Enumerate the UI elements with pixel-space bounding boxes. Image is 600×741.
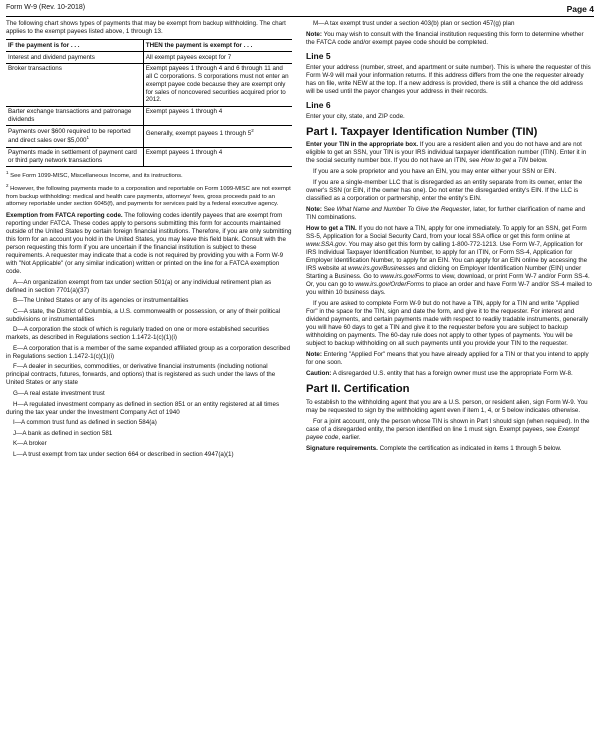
caution-body: A disregarded U.S. entity that has a foreign owner must use the appropriate Form W-8.	[332, 370, 573, 378]
table-row	[6, 106, 292, 126]
list-item: B—The United States or any of its agencies or instrumentalities	[13, 297, 189, 305]
tin-text: If you are a resident alien and you do not have and are not eligible to get an SSN, your TIN is your IRS individual taxpayer identification number (ITIN). Enter it in the social security number box. If you do not have an ITIN, see	[306, 141, 587, 165]
footnote-text: However, the following payments made to a corporation and reportable on Form 1099-MISC are not exempt from backup withholding: medical and health care payments, attorneys' fees, gross proceeds paid to an attorney reportable under section 6045(f), and payments for services paid by a federal executive agency.	[6, 186, 291, 208]
how-to-get-tin-ref: How to get a TIN	[481, 157, 529, 165]
certification-text: To establish to the withholding agent that you are a U.S. person, or resident alien, sign Form W-9. You may be requested to sign by the withholding agent even if item 1, 4, or 5 below indicates otherwise.	[306, 398, 588, 414]
joint-account-text	[306, 418, 592, 442]
table-cell: Barter exchange transactions and patronage dividends	[6, 106, 143, 126]
footnote-number: 1	[6, 170, 9, 176]
note-fatca	[306, 31, 592, 47]
list-item: C—A state, the District of Columbia, a U.S. commonwealth or possession, or any of their political subdivisions or instrumentalities	[6, 307, 281, 323]
note-label: Note:	[306, 31, 322, 38]
fatca-body: The following codes identify payees that are exempt from reporting under FATCA. These codes apply to persons submitting this form for accounts maintained outside of the United States by certain foreign financial institutions. Therefore, if you are only submitting this form for an account you hold in the United States, you may leave this field blank. Consult with the person requesting this form if you are uncertain if the financial institution is subject to these requirements. A requester may indicate that a code is not required by providing you with a Form W-9 with "Not Applicable" (or any similar indication) written or printed on the line for a FATCA exemption code.	[6, 211, 292, 275]
fatca-heading: Exemption from FATCA reporting code.	[6, 211, 123, 219]
table-cell: Exempt payees 1 through 4	[143, 106, 292, 126]
table-row	[6, 52, 292, 64]
footnote-ref: 2	[251, 127, 254, 133]
llc-text: If you are a single-member LLC that is disregarded as an entity separate from its owner, enter the owner's SSN (or EIN, if the owner has one). Do not enter the disregarded entity's EIN. If the LLC is classified as a corporation or partnership, enter the entity's EIN.	[306, 179, 583, 203]
tin-paragraph	[306, 141, 592, 165]
table-row	[6, 147, 292, 167]
footnote-ref: 1	[86, 135, 90, 141]
howto-text: and clicking on Employer Identification Number (EIN) under Starting a Business. Go to	[306, 265, 582, 281]
howto-text: to view, download, or print Form W-7 and/or Form SS-4. Or, you can go to	[306, 273, 590, 289]
footnote-number: 2	[6, 183, 9, 189]
form-label: Form W-9 (Rev. 10-2018)	[6, 4, 86, 11]
cell-text: Generally, exempt payees 1 through 5	[145, 129, 252, 137]
list-item: K—A broker	[13, 440, 47, 448]
note-text: You may wish to consult with the financial institution requesting this form to determine whether the FATCA code and/or exempt payee code should be completed.	[306, 31, 584, 46]
list-item: H—A regulated investment company as defined in section 851 or an entity registered at all times during the tax year under the Investment Company Act of 1940	[6, 400, 280, 416]
list-item: E—A corporation that is a member of the same expanded affiliated group as a corporation described in Regulations section 1.1472-1(c)(1)(i)	[6, 344, 291, 360]
irs-businesses-link: www.irs.gov/Businesses	[348, 265, 416, 273]
table-cell: Exempt payees 1 through 4 and 6 through 11 and all C corporations. S corporations must not enter an exempt payee code because they are exempt only for sales of noncovered securities acquired prior to 2012.	[143, 63, 292, 106]
note-text: Entering "Applied For" means that you have already applied for a TIN or that you intend to apply for one soon.	[306, 351, 589, 367]
footnote-text: See Form 1099-MISC, Miscellaneous Income, and its instructions.	[10, 173, 183, 180]
cell-text: Payments over $600 required to be reported and direct sales over $5,000	[8, 127, 131, 145]
howto-heading: How to get a TIN.	[306, 225, 357, 233]
table-cell: Payments made in settlement of payment card or third party network transactions	[6, 147, 143, 167]
joint-text-end: , earlier.	[338, 433, 361, 441]
line6-text: Enter your city, state, and ZIP code.	[306, 112, 405, 120]
list-item: G—A real estate investment trust	[13, 390, 105, 398]
ssa-link: www.SSA.gov	[306, 241, 346, 249]
name-number-ref: What Name and Number To Give the Requester	[336, 206, 470, 214]
sole-proprietor-text: If you are a sole proprietor and you have an EIN, you may enter either your SSN or EIN.	[313, 168, 557, 176]
howto-text: to place an order and have Form W-7 and/or SS-4 mailed to you within 10 business days.	[306, 281, 592, 297]
part1-heading: Part I. Taxpayer Identification Number (TIN)	[306, 125, 538, 138]
tin-text-end: below.	[529, 157, 548, 165]
list-item: I—A common trust fund as defined in section 584(a)	[13, 419, 157, 427]
fatca-code-list	[6, 279, 292, 460]
exempt-payee-code-ref: Exempt payee code	[306, 425, 579, 441]
howto-text: If you do not have a TIN, apply for one immediately. To apply for an SSN, get Form SS-5, Application for a Social Security Card, from your local SSA office or get this form online at	[306, 225, 587, 241]
fatca-paragraph	[6, 212, 292, 276]
table-cell: Broker transactions	[6, 63, 143, 106]
list-item: F—A dealer in securities, commodities, or derivative financial instruments (including notional principal contracts, futures, forwards, and options) that is registered as such under the laws of the United States or any state	[6, 363, 276, 387]
footnote-1	[6, 170, 292, 180]
table-row	[6, 126, 292, 148]
code-m: M—A tax exempt trust under a section 403(b) plan or section 457(g) plan	[313, 20, 515, 27]
table-header-exempt: THEN the payment is exempt for . . .	[143, 40, 292, 52]
irs-orderforms-link: www.irs.gov/OrderForms	[355, 281, 425, 289]
page-header	[6, 4, 594, 17]
right-column	[306, 20, 592, 462]
note-label: Note:	[306, 351, 322, 359]
applied-for-text: If you are asked to complete Form W-9 but do not have a TIN, apply for a TIN and write "Applied For" in the space for the TIN, sign and date the form, and give it to the requester. For interest and dividend payments, and certain payments made with respect to readily tradable instruments, generally you will have 60 days to get a TIN and give it to the requester before you are subject to backup withholding on payments. The 60-day rule does not apply to other types of payments. You will be subject to backup withholding on all such payments until you provide your TIN to the requester.	[306, 300, 589, 348]
note-text: See	[323, 206, 335, 214]
list-item: D—A corporation the stock of which is regularly traded on one or more established securities markets, as described in Regulations section 1.1472-1(c)(1)(i)	[6, 326, 270, 342]
line6-heading: Line 6	[306, 99, 331, 110]
table-cell: Exempt payees 1 through 4	[143, 147, 292, 167]
footnote-2	[6, 183, 292, 208]
how-to-get-tin	[306, 225, 592, 297]
signature-requirements	[306, 445, 592, 453]
tin-heading: Enter your TIN in the appropriate box.	[306, 141, 419, 149]
sig-text: Complete the certification as indicated in items 1 through 5 below.	[379, 444, 562, 452]
note-label: Note:	[306, 206, 322, 214]
page-number: Page 4	[566, 4, 594, 14]
table-header-payment: IF the payment is for . . .	[6, 40, 143, 52]
list-item: L—A trust exempt from tax under section 664 or described in section 4947(a)(1)	[13, 451, 234, 459]
sig-heading: Signature requirements.	[306, 444, 378, 452]
caution-text	[306, 370, 592, 378]
table-cell	[143, 126, 292, 148]
irs-forms-link: www.irs.gov/Forms	[380, 273, 434, 281]
table-cell: All exempt payees except for 7	[143, 52, 292, 64]
line5-text: Enter your address (number, street, and apartment or suite number). This is where the requester of this Form W-9 will mail your information returns. If this address differs from the one the requester already has on file, write NEW at the top. If a new address is provided, there is still a chance the old address will be used until the payor changes your address in their records.	[306, 63, 591, 95]
note-text: , later, for further clarification of name and TIN combinations.	[306, 206, 586, 222]
chart-intro: The following chart shows types of payments that may be exempt from backup withholding. The chart applies to the exempt payees listed above, 1 through 13.	[6, 20, 286, 35]
left-column	[6, 20, 292, 462]
exempt-payments-table	[6, 39, 292, 167]
note-applied-for	[306, 351, 592, 367]
list-item: J—A bank as defined in section 581	[13, 429, 113, 437]
note-name-number	[306, 206, 592, 222]
joint-text: For a joint account, only the person whose TIN is shown in Part I should sign (when required). In the case of a disregarded entity, the person identified on line 1 must sign. Exempt payees, see	[306, 417, 590, 433]
list-item: A—An organization exempt from tax under section 501(a) or any individual retirement plan as defined in section 7701(a)(37)	[6, 278, 272, 294]
table-row	[6, 63, 292, 106]
line5-heading: Line 5	[306, 51, 331, 61]
table-cell	[6, 126, 143, 148]
table-cell: Interest and dividend payments	[6, 52, 143, 64]
part2-heading: Part II. Certification	[306, 383, 410, 396]
caution-label: Caution:	[306, 370, 332, 378]
howto-text: . You may also get this form by calling 1-800-772-1213. Use Form W-7, Application for IRS Individual Taxpayer Identification Number, to apply for an ITIN, or Form SS-4, Application for Employer Identification Number, to apply for an EIN. You can apply for an EIN online by accessing the IRS website at	[306, 241, 588, 273]
